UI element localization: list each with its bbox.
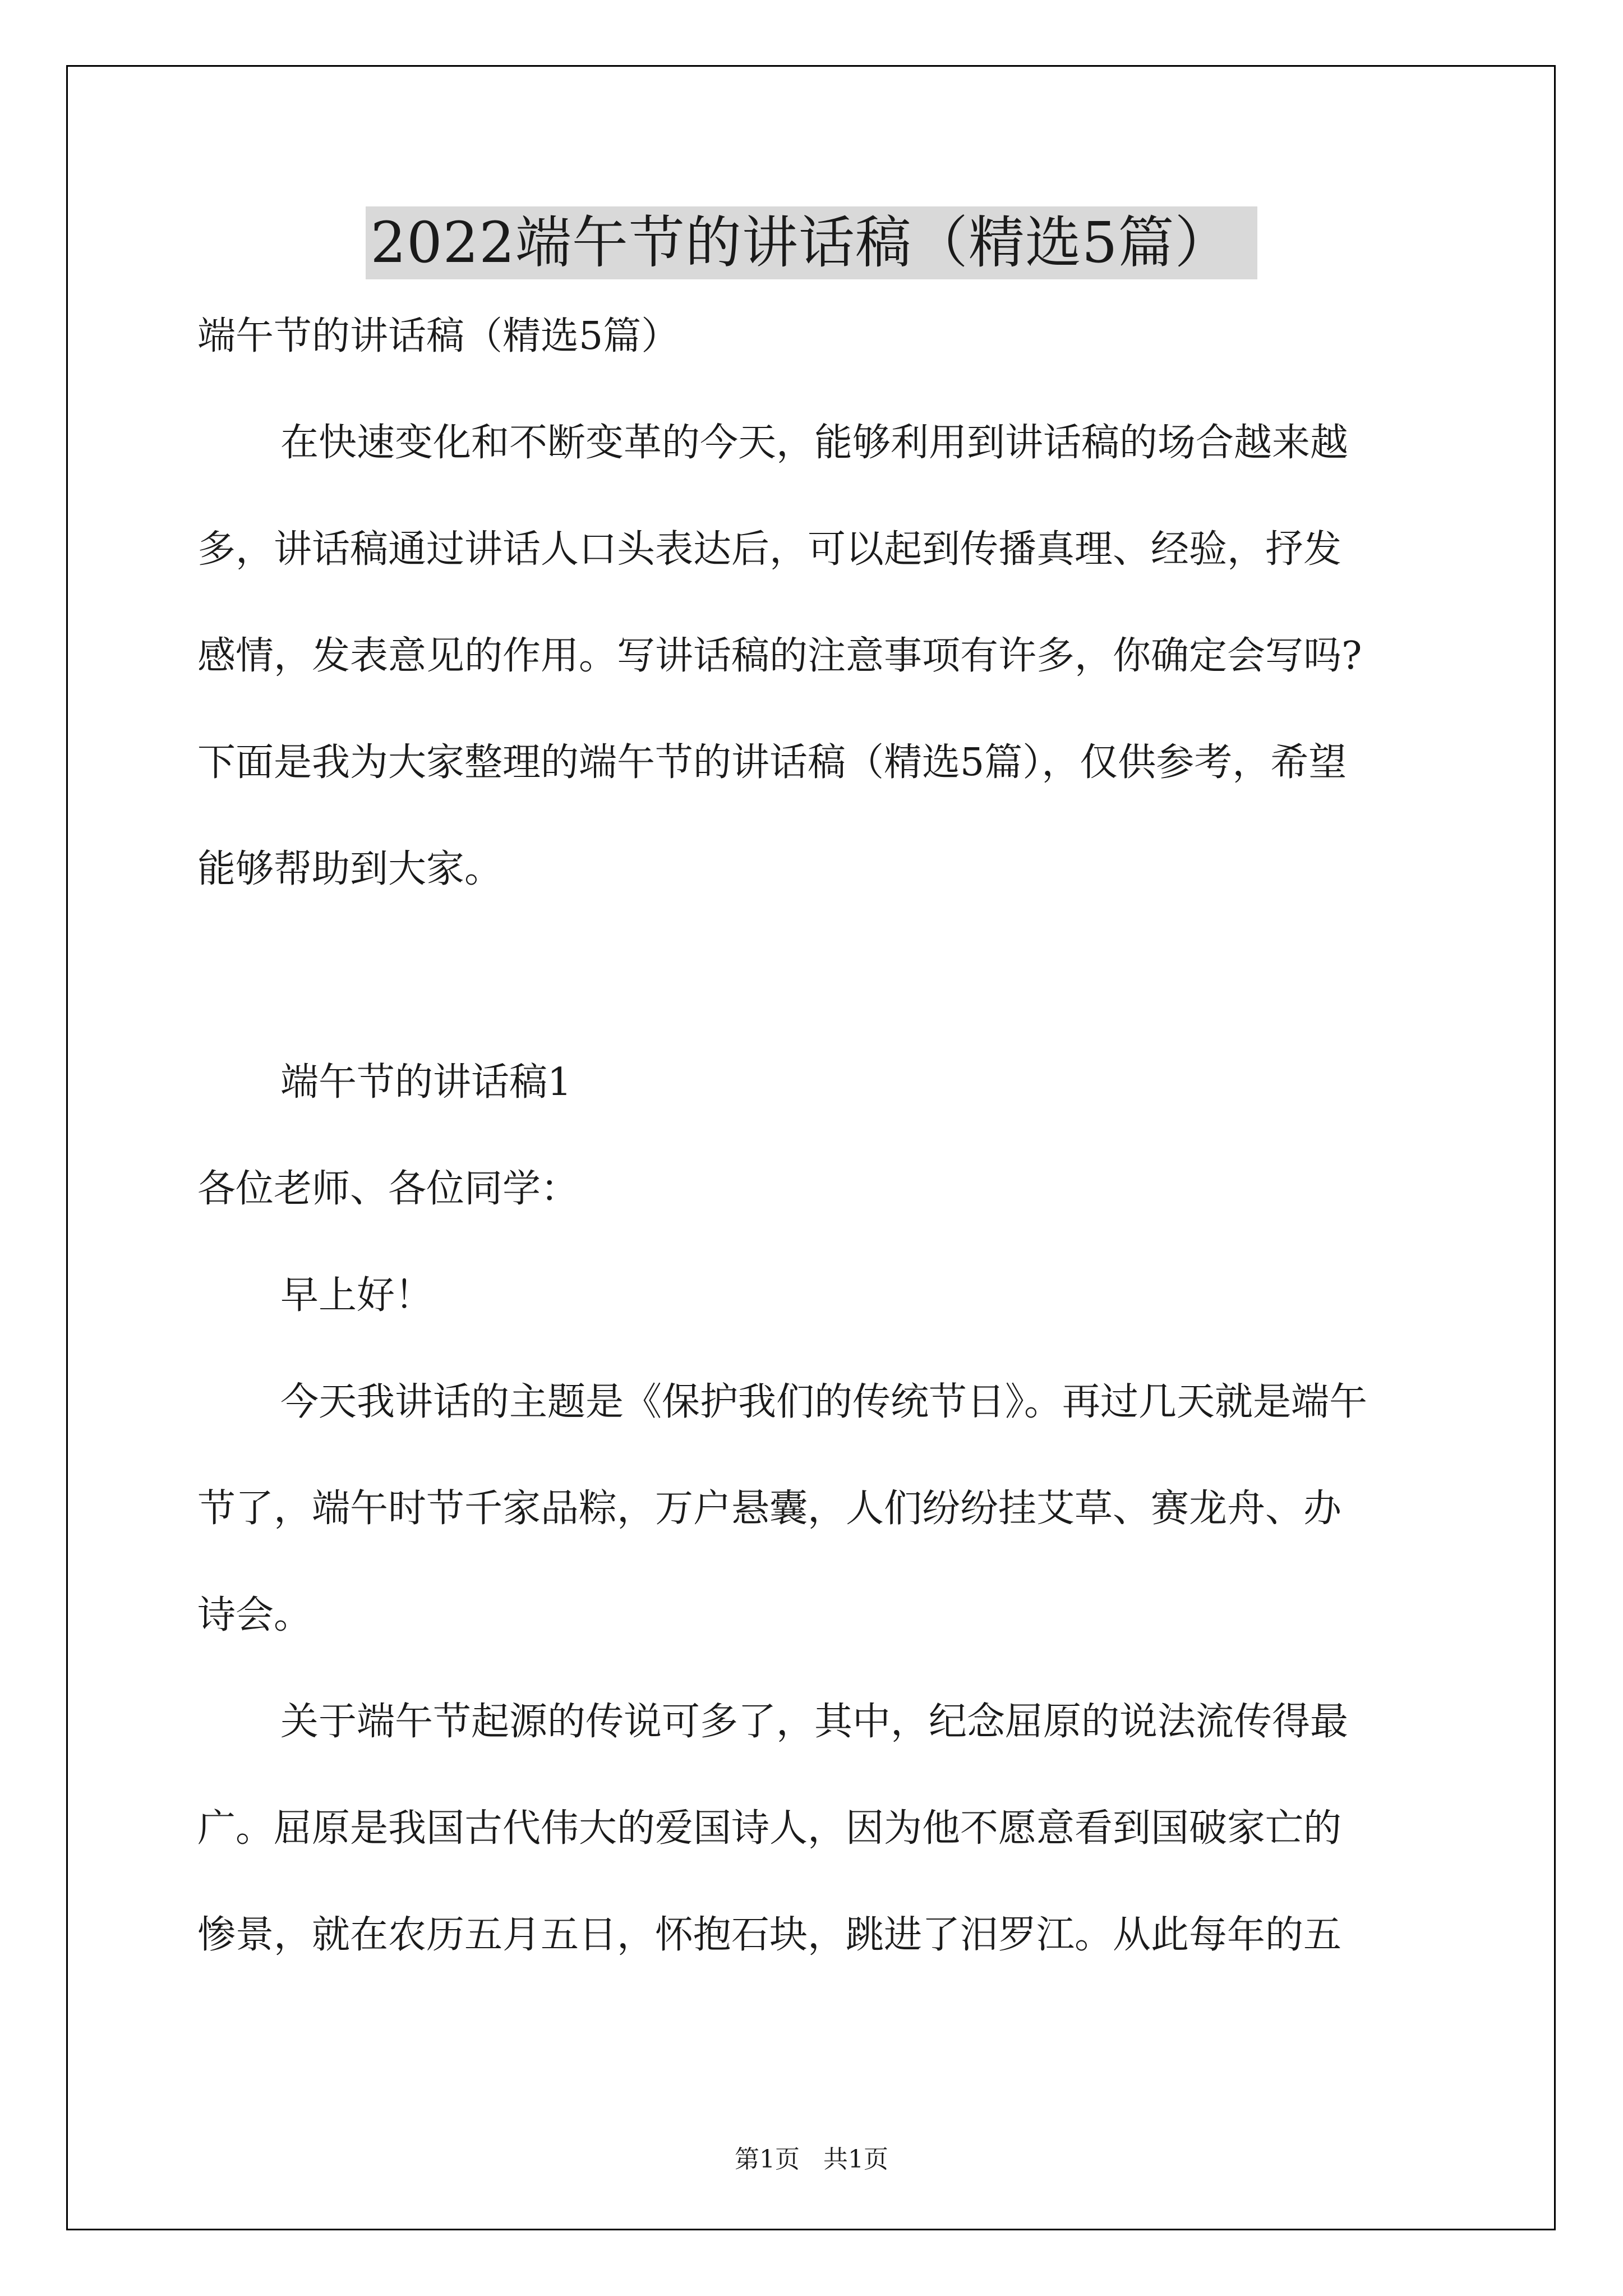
text-line: 下面是我为大家整理的端午节的讲话稿（精选5篇），仅供参考，希望 <box>197 740 1347 785</box>
text-line: 在快速变化和不断变革的今天，能够利用到讲话稿的场合越来越 <box>280 421 1349 465</box>
text-line: 各位老师、各位同学： <box>197 1167 579 1211</box>
title-container <box>0 206 1623 279</box>
document-body <box>197 314 1493 2019</box>
body-text <box>197 314 1493 2019</box>
text-line: 端午节的讲话稿1 <box>280 1060 572 1105</box>
text-line: 节了，端午时节千家品粽，万户悬囊，人们纷纷挂艾草、赛龙舟、办 <box>197 1487 1342 1531</box>
text-line: 诗会。 <box>197 1593 312 1637</box>
text-line: 广。屈原是我国古代伟大的爱国诗人，因为他不愿意看到国破家亡的 <box>197 1806 1342 1851</box>
text-line: 感情，发表意见的作用。写讲话稿的注意事项有许多，你确定会写吗? <box>197 634 1362 678</box>
page-footer: 第1页 共1页 <box>735 2145 888 2174</box>
text-line: 多，讲话稿通过讲话人口头表达后，可以起到传播真理、经验，抒发 <box>197 527 1342 572</box>
text-line: 惨景，就在农历五月五日，怀抱石块，跳进了汨罗江。从此每年的五 <box>197 1913 1342 1957</box>
text-line: 早上好！ <box>280 1273 434 1318</box>
text-line: 今天我讲话的主题是《保护我们的传统节日》。再过几天就是端午 <box>280 1380 1368 1424</box>
document-title: 2022端午节的讲话稿（精选5篇） <box>366 206 1257 279</box>
blank-line <box>197 954 1493 1060</box>
text-line: 端午节的讲话稿（精选5篇） <box>197 314 680 358</box>
text-line: 关于端午节起源的传说可多了，其中，纪念屈原的说法流传得最 <box>280 1700 1349 1744</box>
text-line: 能够帮助到大家。 <box>197 847 503 891</box>
